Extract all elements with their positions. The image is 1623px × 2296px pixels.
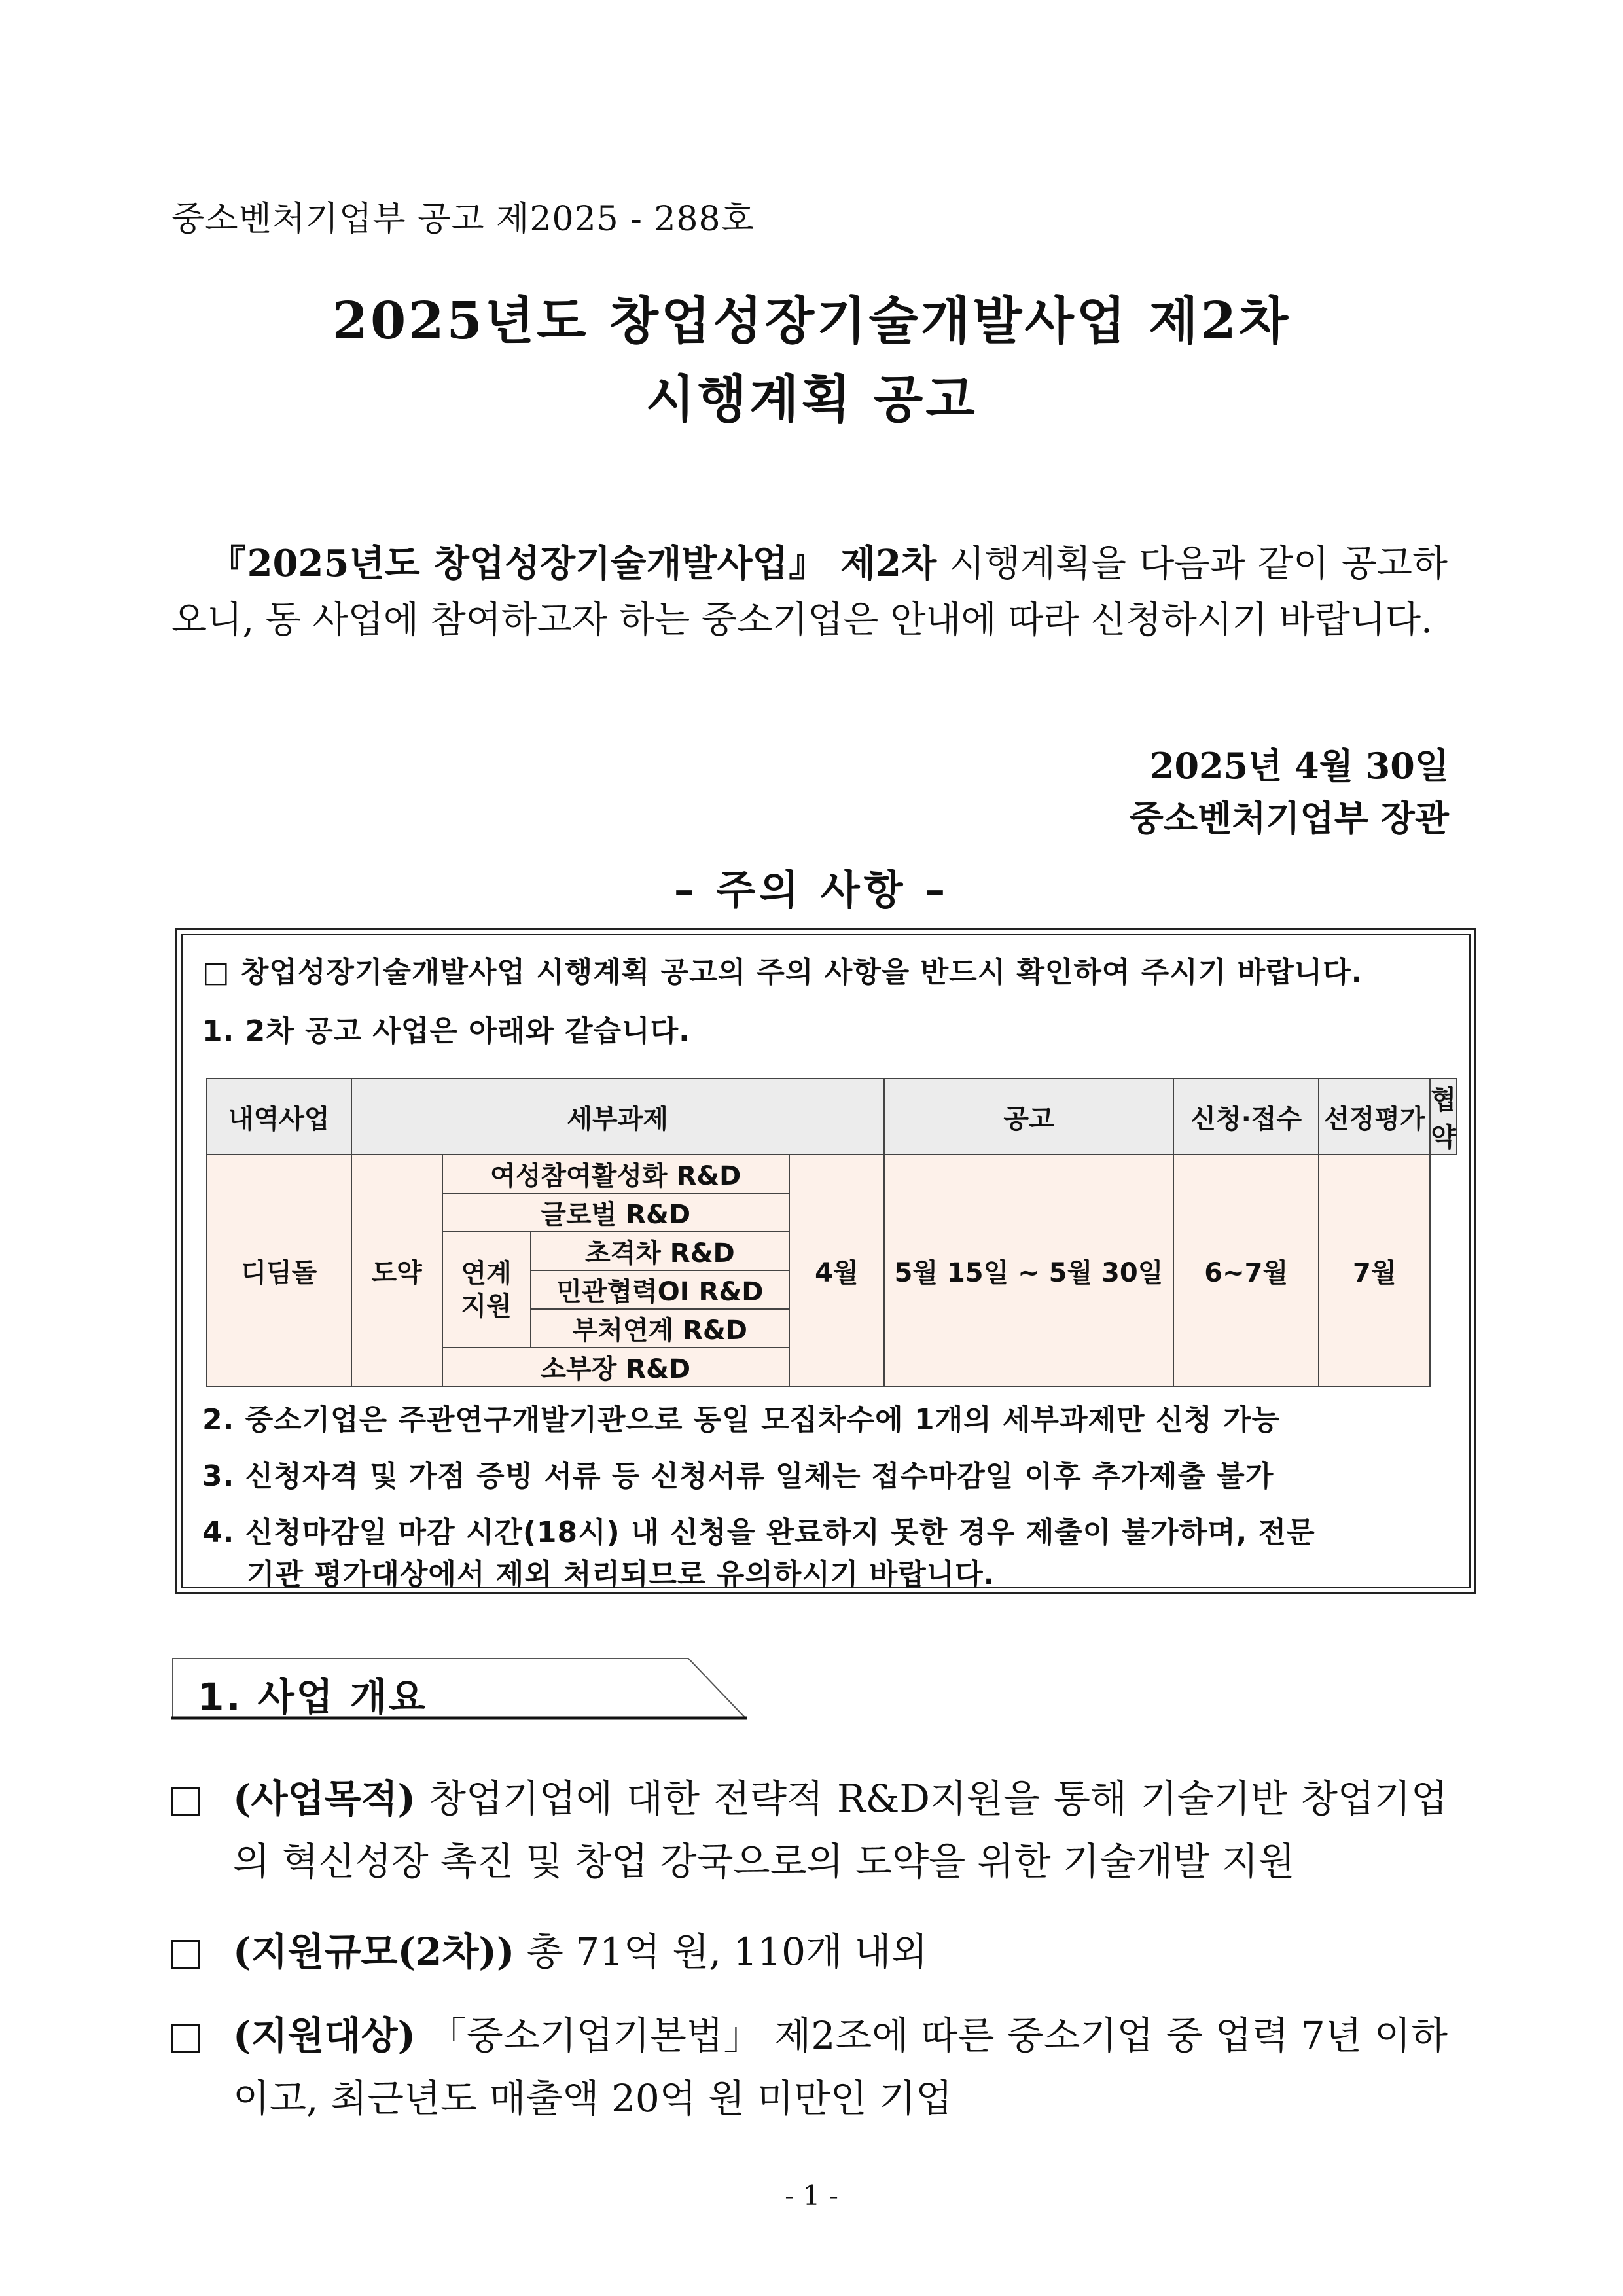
header-cell: 내역사업	[207, 1079, 351, 1155]
caution-item-4: 4. 신청마감일 마감 시간(18시) 내 신청을 완료하지 못한 경우 제출이 불가하며, 전문	[202, 1516, 1315, 1549]
bullet-target	[171, 2004, 1448, 2130]
notice-number: 중소벤처기업부 공고 제2025 - 288호	[171, 200, 755, 239]
bullet-text: 총 71억 원, 110개 내외	[514, 1929, 928, 1974]
announce-cell: 4월	[789, 1155, 884, 1386]
intro-bold: 『2025년도 창업성장기술개발사업』 제2차	[209, 542, 937, 585]
task-cell: 여성참여활성화 R&D	[442, 1155, 789, 1193]
header-cell: 협약	[1430, 1079, 1457, 1155]
intro-text: 시행계획을 다음과 같이 공고하오니, 동 사업에 참여하고자 하는 중소기업은 안내에 따라 신청하시기 바랍니다.	[171, 543, 1448, 641]
bullet-purpose	[171, 1767, 1448, 1893]
bullet-label: (지원규모(2차))	[233, 1929, 515, 1974]
bullet-text: 「중소기업기본법」 제2조에 따른 중소기업 중 업력 7년 이하이고, 최근년도 매출액 20억 원 미만인 기업	[233, 2013, 1448, 2121]
table-header-row	[207, 1079, 1457, 1155]
task-cell: 소부장 R&D	[442, 1348, 789, 1386]
bullet-label: (사업목적)	[233, 1776, 416, 1821]
plan-table	[206, 1078, 1457, 1387]
track-cell: 도약	[351, 1155, 442, 1386]
table-row	[207, 1155, 1457, 1193]
bullet-scale	[171, 1920, 1448, 1983]
task-cell: 민관협력OI R&D	[531, 1270, 789, 1309]
task-cell: 부처연계 R&D	[531, 1309, 789, 1348]
header-cell: 선정평가	[1319, 1079, 1430, 1155]
checkbox-square-icon	[171, 1940, 200, 1969]
header-cell: 신청·접수	[1173, 1079, 1319, 1155]
task-cell: 초격차 R&D	[531, 1232, 789, 1270]
bullet-text: 창업기업에 대한 전략적 R&D지원을 통해 기술기반 창업기업의 혁신성장 촉진 및 창업 강국으로의 도약을 위한 기술개발 지원	[233, 1776, 1448, 1884]
task-cell: 글로벌 R&D	[442, 1193, 789, 1232]
document-title-line1: 2025년도 창업성장기술개발사업 제2차	[332, 291, 1291, 351]
checkbox-square-icon	[171, 1787, 200, 1816]
evaluation-cell: 6~7월	[1173, 1155, 1319, 1386]
program-cell: 디딤돌	[207, 1155, 351, 1386]
caution-item-4-continued: 기관 평가대상에서 제외 처리되므로 유의하시기 바랍니다.	[247, 1558, 995, 1591]
caution-box	[175, 928, 1476, 1594]
header-cell: 공고	[884, 1079, 1173, 1155]
caution-item-2: 2. 중소기업은 주관연구개발기관으로 동일 모집차수에 1개의 세부과제만 신청 가능	[202, 1403, 1281, 1437]
bullet-label: (지원대상)	[233, 2013, 416, 2058]
agreement-cell: 7월	[1319, 1155, 1430, 1386]
header-cell: 세부과제	[351, 1079, 884, 1155]
page-number: - 1 -	[785, 2179, 838, 2212]
caution-heading: – 주의 사항 –	[673, 866, 950, 914]
intro-paragraph	[171, 535, 1448, 649]
section-title: 1. 사업 개요	[198, 1675, 427, 1719]
checkbox-square-icon	[171, 2024, 200, 2053]
document-title-line2: 시행계획 공고	[645, 370, 978, 429]
linked-support-cell: 연계 지원	[442, 1232, 531, 1348]
section-header	[171, 1657, 747, 1720]
caution-item-3: 3. 신청자격 및 가점 증빙 서류 등 신청서류 일체는 접수마감일 이후 추가제출 불가	[202, 1460, 1274, 1493]
minister-signature: 중소벤처기업부 장관	[1129, 797, 1449, 839]
caution-item-1: 1. 2차 공고 사업은 아래와 같습니다.	[202, 1014, 690, 1048]
notice-date: 2025년 4월 30일	[1149, 745, 1449, 787]
caution-notice: □ 창업성장기술개발사업 시행계획 공고의 주의 사항을 반드시 확인하여 주시기 바랍니다.	[202, 956, 1363, 989]
apply-cell: 5월 15일 ~ 5월 30일	[884, 1155, 1173, 1386]
